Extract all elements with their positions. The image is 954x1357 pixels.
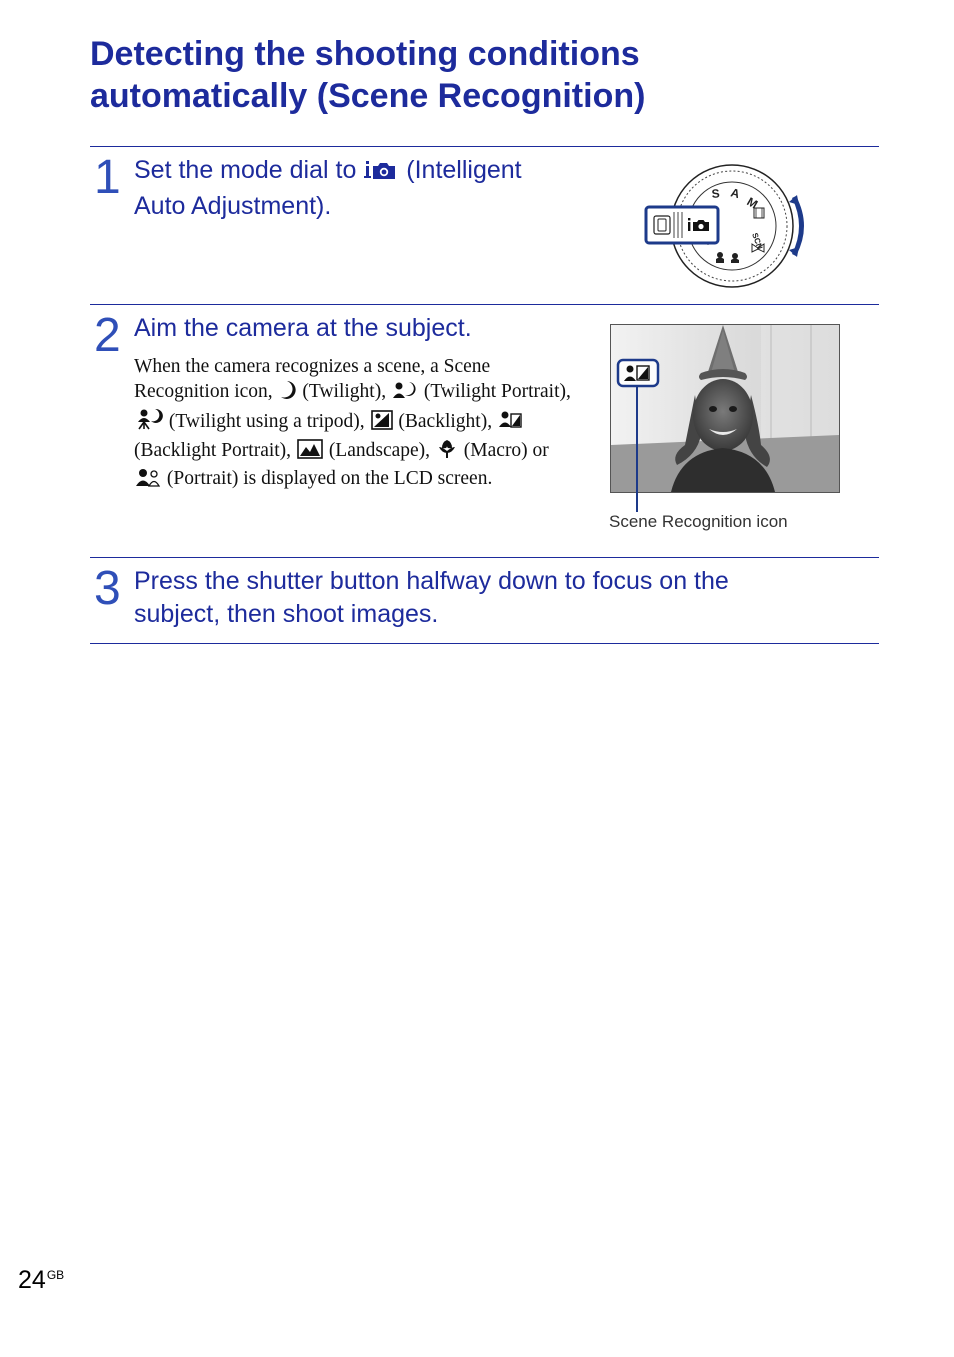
backlight-portrait-icon <box>498 410 522 438</box>
page-number-suffix: GB <box>46 1268 65 1282</box>
callout-line <box>636 385 638 512</box>
dial-label-m: M <box>744 194 761 212</box>
dial-label-a: A <box>729 185 742 202</box>
step-3-number: 3 <box>94 562 121 615</box>
title-line-1: Detecting the shooting conditions <box>90 35 640 73</box>
divider-step-2 <box>90 304 879 305</box>
body-text-4: (Twilight using a tripod), <box>168 410 365 432</box>
step-1-heading <box>134 154 522 223</box>
step-2-heading: Aim the camera at the subject. <box>134 314 472 342</box>
page-number <box>18 1266 64 1295</box>
lcd-screen-photo <box>610 324 840 493</box>
step-1-heading-before: Set the mode dial to <box>134 156 357 184</box>
step-2-body <box>134 355 574 495</box>
step-3-heading-line1: Press the shutter button halfway down to focus on the <box>134 567 729 595</box>
step-1-heading-line2: Auto Adjustment). <box>134 192 332 220</box>
dial-label-s: S <box>711 186 721 201</box>
macro-icon <box>436 437 458 467</box>
backlight-icon <box>371 410 393 438</box>
divider-bottom <box>90 643 879 644</box>
mode-dial-illustration <box>640 160 815 292</box>
portrait-icon <box>135 467 161 495</box>
step-3-heading-line2: subject, then shoot images. <box>134 600 439 628</box>
twilight-portrait-icon <box>392 380 418 408</box>
divider-step-3 <box>90 557 879 558</box>
body-text-9: (Portrait) is displayed on the LCD screen. <box>166 468 493 490</box>
intelligent-auto-icon <box>364 157 398 190</box>
step-1-number: 1 <box>94 151 121 204</box>
body-text-3: (Twilight Portrait), <box>423 380 571 402</box>
body-text-6: (Backlight Portrait), <box>134 440 292 462</box>
page-title <box>90 33 645 117</box>
rotate-arrow-icon <box>792 196 804 256</box>
divider-top <box>90 146 879 147</box>
body-text-8: (Macro) or <box>463 440 549 462</box>
step-3-heading <box>134 565 729 631</box>
twilight-tripod-icon <box>135 408 163 438</box>
page-number-value: 24 <box>18 1266 46 1294</box>
body-text-1: When the camera recognizes a scene, a Scene Recognition icon, <box>134 356 491 402</box>
title-line-2: automatically (Scene Recognition) <box>90 77 646 115</box>
landscape-icon <box>297 439 323 467</box>
body-text-7: (Landscape), <box>328 440 431 462</box>
twilight-icon <box>279 380 297 408</box>
step-1-heading-after: (Intelligent <box>406 156 522 184</box>
body-text-2: (Twilight), <box>302 380 387 402</box>
callout-caption: Scene Recognition icon <box>609 512 788 531</box>
body-text-5: (Backlight), <box>398 410 493 432</box>
step-2-number: 2 <box>94 309 121 362</box>
dial-label-scn: SCN <box>750 231 765 251</box>
